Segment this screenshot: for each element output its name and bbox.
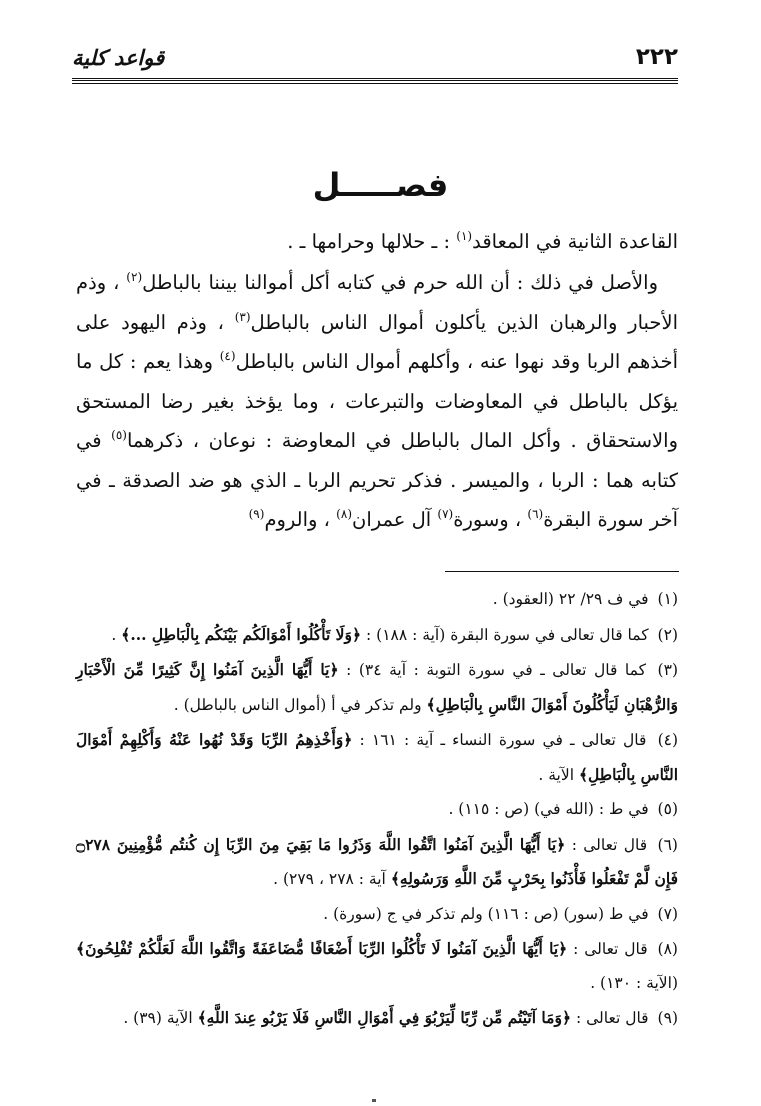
- quran-verse: ﴿وَمَا آتَيْتُم مِّن رِّبًا لِّيَرْبُوَ فِي أَمْوَالِ النَّاسِ فَلَا يَرْبُو عِندَ اللَّهِ﴾: [197, 1008, 572, 1027]
- quran-verse: ﴿يَا أَيُّهَا الَّذِينَ آمَنُوا لَا تَأْكُلُوا الرِّبَا أَضْعَافًا مُّضَاعَفَةً وَاتَّقُوا اللَّهَ لَعَلَّكُمْ تُفْلِحُونَ﴾: [76, 939, 568, 958]
- footnote-ref[interactable]: (٥): [111, 428, 127, 442]
- section-heading: فصـــــل: [312, 166, 449, 204]
- quran-verse: ﴿وَلَا تَأْكُلُوا أَمْوَالَكُم بَيْنَكُم بِالْبَاطِلِ ...﴾: [121, 624, 362, 644]
- footnote-2: [76, 618, 678, 653]
- paragraph-text: وهذا يعم : كل ما يؤكل بالباطل في المعاوضات والتبرعات ، وما يؤخذ بغير رضا المستحق والاستحقاق . وأكل المال بالباطل في المعاوضة : نوعان ، ذكرهما: [76, 350, 678, 452]
- main-paragraph: [76, 263, 678, 540]
- intro-text: القاعدة الثانية في المعاقد: [472, 230, 678, 253]
- footnote-text: قال تعالى :: [571, 835, 648, 854]
- footnote-text: كما قال تعالى في سورة البقرة (آية : ١٨٨) :: [366, 625, 649, 644]
- rule-intro-line: [76, 222, 678, 262]
- footnote-text: كما قال تعالى ـ في سورة التوبة : آية ٣٤) :: [346, 661, 646, 679]
- footnote-ref[interactable]: (١): [456, 229, 473, 243]
- footnote-9: [76, 1001, 678, 1036]
- footnote-number: (٣): [657, 661, 678, 679]
- footnote-8: [76, 932, 678, 1000]
- footnote-6: [76, 828, 678, 897]
- header-rule: [72, 78, 678, 84]
- paragraph-text: ، وذم اليهود على أخذهم الربا وقد نهوا عنه ، وأكلهم أموال الناس بالباطل: [76, 310, 679, 373]
- footnote-text: في ف ٢٩/ ٢٢ (العقود) .: [492, 590, 649, 608]
- scan-speck: [372, 1099, 376, 1102]
- footnote-number: (٨): [657, 940, 678, 958]
- footnote-ref[interactable]: (٩): [248, 507, 265, 521]
- footnote-text: (الآية : ١٣٠) .: [590, 973, 678, 992]
- footnote-number: (٧): [657, 904, 678, 923]
- footnotes: [76, 583, 678, 1037]
- footnote-text: في ط (سور) (ص : ١١٦) ولم تذكر في ج (سورة) .: [323, 904, 649, 923]
- paragraph-text: ، والروم: [264, 508, 330, 531]
- footnote-1: [76, 583, 678, 617]
- footnote-text: ولم تذكر في أ (أموال الناس بالباطل) .: [173, 695, 422, 714]
- footnote-text: .: [111, 625, 117, 644]
- footnote-text: في ط : (الله في) (ص : ١١٥) .: [448, 800, 649, 818]
- footnote-5: [76, 793, 678, 827]
- footnote-text: قال تعالى ـ في سورة النساء ـ آية : ١٦١ :: [359, 731, 647, 749]
- intro-text-end: : ـ حلالها وحرامها ـ .: [287, 230, 451, 253]
- footnote-ref[interactable]: (٦): [527, 507, 544, 521]
- paragraph-text: آل عمران: [352, 508, 432, 531]
- paragraph-text: ، وذم الأحبار والرهبان الذين يأكلون أموال الناس بالباطل: [76, 271, 678, 334]
- footnote-ref[interactable]: (٨): [336, 507, 352, 521]
- footnote-number: (٤): [657, 731, 679, 749]
- quran-verse: ﴿يَا أَيُّهَا الَّذِينَ آمَنُوا اتَّقُوا اللَّهَ وَذَرُوا مَا بَقِيَ مِنَ الرِّبَا إِن كُنتُم مُّؤْمِنِينَ ۝٢٧٨ فَإِن لَّمْ تَفْعَلُوا فَأْذَنُوا بِحَرْبٍ مِّنَ اللَّهِ وَرَسُولِهِ﴾: [76, 834, 678, 888]
- quran-verse: ﴿يَا أَيُّهَا الَّذِينَ آمَنُوا إِنَّ كَثِيرًا مِّنَ الْأَحْبَارِ وَالرُّهْبَانِ لَيَأْكُلُونَ أَمْوَالَ النَّاسِ بِالْبَاطِلِ﴾: [76, 660, 678, 714]
- footnote-number: (٩): [657, 1009, 678, 1027]
- footnote-ref[interactable]: (٧): [437, 507, 454, 521]
- paragraph-text: ، وسورة: [453, 508, 522, 531]
- footnote-number: (١): [657, 590, 678, 608]
- footnote-7: [76, 898, 678, 932]
- book-title: قواعد كلية: [72, 46, 165, 70]
- quran-verse: ﴿وَأَخْذِهِمُ الرِّبَا وَقَدْ نُهُوا عَنْهُ وَأَكْلِهِمْ أَمْوَالَ النَّاسِ بِالْبَاطِلِ﴾: [76, 730, 678, 784]
- footnote-4: [76, 723, 678, 792]
- paragraph-text: في كتابه هما : الربا ، والميسر . فذكر تحريم الربا ـ الذي هو ضد الصدقة ـ في آخر سورة البقرة: [76, 429, 678, 531]
- footnote-ref[interactable]: (٢): [126, 270, 143, 284]
- footnote-number: (٥): [657, 800, 678, 818]
- footnote-3: [76, 653, 678, 722]
- footnote-text: قال تعالى :: [575, 1009, 649, 1027]
- footnote-ref[interactable]: (٣): [234, 309, 251, 324]
- paragraph-text: والأصل في ذلك : أن الله حرم في كتابه أكل أموالنا بيننا بالباطل: [142, 271, 658, 294]
- footnote-ref[interactable]: (٤): [219, 349, 236, 363]
- running-header: [72, 44, 678, 78]
- page-number: ٢٢٢: [635, 44, 678, 70]
- footnote-text: الآية .: [538, 765, 574, 784]
- footnote-separator: [445, 571, 679, 572]
- footnote-text: قال تعالى :: [573, 940, 648, 958]
- footnote-text: آية : ٢٧٨ ، ٢٧٩) .: [273, 870, 386, 888]
- footnote-number: (٦): [657, 835, 678, 854]
- footnote-number: (٢): [657, 625, 678, 644]
- footnote-text: الآية (٣٩) .: [123, 1009, 193, 1027]
